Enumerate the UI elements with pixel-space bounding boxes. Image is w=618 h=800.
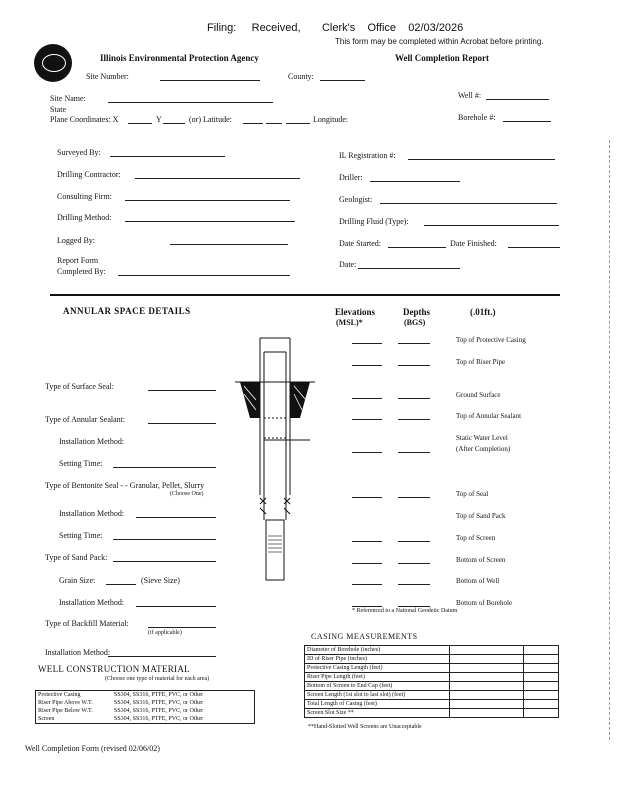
completed-by-field[interactable] <box>118 265 290 276</box>
label-bottom-screen: Bottom of Screen <box>456 556 506 564</box>
depth-field-4[interactable] <box>398 409 430 420</box>
latitude-field-2[interactable] <box>266 113 282 124</box>
label-top-seal: Top of Seal <box>456 490 489 498</box>
install-method-label-1: Installation Method: <box>59 437 125 446</box>
borehole-number-field[interactable] <box>503 111 551 122</box>
borehole-number-label: Borehole #: <box>458 113 496 122</box>
casing-row-label: Screen Slot Size ** <box>305 709 450 718</box>
casing-row-value[interactable] <box>450 709 524 718</box>
geologist-label: Geologist: <box>339 195 373 204</box>
depths-header: Depths <box>403 307 431 317</box>
elev-field-10[interactable] <box>352 596 382 607</box>
casing-row-label: Bottom of Screen to End Cap (feet) <box>305 682 450 691</box>
bentonite-seal-label: Type of Bentonite Seal - - Granular, Pellet, Slurry <box>45 481 205 490</box>
material-row-options[interactable]: SS304, SS316, PTFE, PVC, or Other <box>114 716 204 722</box>
acrobat-notice: This form may be completed within Acrobat before printing. <box>335 37 544 46</box>
site-name-field[interactable] <box>108 92 273 103</box>
depth-field-9[interactable] <box>398 574 430 585</box>
elev-field-5[interactable] <box>352 442 382 453</box>
casing-row-label: Riser Pipe Length (feet) <box>305 673 450 682</box>
depth-field-7[interactable] <box>398 531 430 542</box>
plane-coordinates-label: Plane Coordinates: X <box>50 115 119 124</box>
material-row-label: Protective Casing <box>38 692 81 698</box>
grain-size-label: Grain Size: <box>59 576 96 585</box>
date-finished-label: Date Finished: <box>450 239 497 248</box>
county-field[interactable] <box>320 70 365 81</box>
surface-seal-hatch <box>240 382 310 418</box>
site-number-field[interactable] <box>160 70 260 81</box>
longitude-label: Longitude: <box>313 115 349 124</box>
casing-row-label: Protective Casing Length (feet) <box>305 664 450 673</box>
state-label: State <box>50 105 66 114</box>
date-label: Date: <box>339 260 357 269</box>
il-registration-label: IL Registration #: <box>339 151 396 160</box>
report-form-label: Report Form <box>57 256 99 265</box>
material-row-label: Screen <box>38 716 55 722</box>
setting-time-label-1: Setting Time: <box>59 459 103 468</box>
latitude-field-1[interactable] <box>243 113 263 124</box>
site-name-label: Site Name: <box>50 94 86 103</box>
elev-field-2[interactable] <box>352 355 382 366</box>
plane-y-label: Y <box>156 115 162 124</box>
driller-field[interactable] <box>370 171 460 182</box>
install-method-field-3[interactable] <box>136 596 216 607</box>
agency-seal-logo <box>34 44 72 82</box>
elevations-header: Elevations <box>335 307 376 317</box>
drilling-fluid-field[interactable] <box>424 215 559 226</box>
drilling-method-label: Drilling Method: <box>57 213 112 222</box>
annular-sealant-label: Type of Annular Sealant: <box>45 415 126 424</box>
date-finished-field[interactable] <box>508 237 560 248</box>
annular-sealant-field[interactable] <box>148 413 216 424</box>
depth-field-3[interactable] <box>398 388 430 399</box>
label-top-screen: Top of Screen <box>456 534 496 542</box>
backfill-label: Type of Backfill Material: <box>45 619 129 628</box>
if-applicable-note: (if applicable) <box>148 630 182 636</box>
label-static-water-level: Static Water Level <box>456 434 508 442</box>
casing-row-label: ID of Riser Pipe (inches) <box>305 655 450 664</box>
material-row-label: Riser Pipe Below W.T. <box>38 708 93 714</box>
surface-seal-field[interactable] <box>148 380 216 391</box>
geodetic-footnote: * Referenced to a National Geodetic Datum <box>352 608 458 614</box>
surveyed-by-field[interactable] <box>110 146 225 157</box>
driller-label: Driller: <box>339 173 363 182</box>
county-label: County: <box>288 72 314 81</box>
casing-title: CASING MEASUREMENTS <box>311 632 418 641</box>
surveyed-by-label: Surveyed By: <box>57 148 101 157</box>
elev-field-8[interactable] <box>352 553 382 564</box>
completed-by-label: Completed By: <box>57 267 106 276</box>
consulting-firm-label: Consulting Firm: <box>57 192 112 201</box>
elev-field-4[interactable] <box>352 409 382 420</box>
site-number-label: Site Number: <box>86 72 129 81</box>
casing-row-value[interactable] <box>450 700 524 709</box>
date-started-label: Date Started: <box>339 239 381 248</box>
label-top-protective-casing: Top of Protective Casing <box>456 336 526 344</box>
casing-table <box>304 645 559 718</box>
bgs-header: (BGS) <box>404 318 426 327</box>
hand-slotted-note: **Hand-Slotted Well Screens are Unacceptable <box>308 724 422 730</box>
agency-title: Illinois Environmental Protection Agency <box>100 53 259 63</box>
elev-field-7[interactable] <box>352 531 382 542</box>
casing-row-value[interactable] <box>450 691 524 700</box>
elev-field-1[interactable] <box>352 333 382 344</box>
footer-revision: Well Completion Form (revised 02/06/02) <box>25 744 160 753</box>
setting-time-field-1[interactable] <box>113 457 216 468</box>
il-registration-field[interactable] <box>408 149 555 160</box>
logged-by-label: Logged By: <box>57 236 95 245</box>
date-field[interactable] <box>358 258 460 269</box>
choose-one-note: (Choose One) <box>170 491 204 497</box>
drilling-fluid-label: Drilling Fluid (Type): <box>339 217 409 226</box>
casing-row-value[interactable] <box>450 646 524 655</box>
elev-field-9[interactable] <box>352 574 382 585</box>
material-title: WELL CONSTRUCTION MATERIAL <box>38 664 190 674</box>
material-row-options[interactable]: SS304, SS316, PTFE, PVC, or Other <box>114 708 204 714</box>
material-row-options[interactable]: SS304, SS316, PTFE, PVC, or Other <box>114 700 204 706</box>
logged-by-field[interactable] <box>170 234 288 245</box>
geologist-field[interactable] <box>380 193 557 204</box>
depth-field-1[interactable] <box>398 333 430 344</box>
casing-row-value[interactable] <box>450 664 524 673</box>
consulting-firm-field[interactable] <box>125 190 290 201</box>
drilling-contractor-field[interactable] <box>135 168 300 179</box>
depth-field-6[interactable] <box>398 487 430 498</box>
well-diagram <box>230 330 320 620</box>
filing-stamp: Filing: Received, Clerk's Office 02/03/2026 <box>207 22 464 34</box>
backfill-field[interactable] <box>148 617 216 628</box>
casing-row-label: Total Length of Casing (feet) <box>305 700 450 709</box>
surface-seal-label: Type of Surface Seal: <box>45 382 114 391</box>
install-method-field-2[interactable] <box>136 507 216 518</box>
latitude-label: (or) Latitude: <box>189 115 232 124</box>
sand-pack-field[interactable] <box>113 551 216 562</box>
section-divider <box>50 294 560 296</box>
date-started-field[interactable] <box>388 237 446 248</box>
label-top-annular-sealant: Top of Annular Sealant <box>456 412 522 420</box>
install-method-label-2: Installation Method: <box>59 509 125 518</box>
depth-field-2[interactable] <box>398 355 430 366</box>
casing-row-label: Diameter of Borehole (inches) <box>305 646 450 655</box>
latitude-field-3[interactable] <box>286 113 310 124</box>
casing-row-value[interactable] <box>450 682 524 691</box>
label-bottom-well: Bottom of Well <box>456 577 500 585</box>
depth-field-10[interactable] <box>398 596 430 607</box>
material-row-label: Riser Pipe Above W.T. <box>38 700 93 706</box>
plane-x-field[interactable] <box>128 113 152 124</box>
screen-slots <box>268 536 282 552</box>
material-table <box>35 690 255 724</box>
precision-header: (.01ft.) <box>470 307 496 317</box>
grain-size-field[interactable] <box>106 574 136 585</box>
install-method-label-3: Installation Method: <box>59 598 125 607</box>
label-top-riser-pipe: Top of Riser Pipe <box>456 358 506 366</box>
margin-guide <box>609 140 610 740</box>
annular-title: ANNULAR SPACE DETAILS <box>63 306 191 316</box>
depth-field-5[interactable] <box>398 442 430 453</box>
elev-field-3[interactable] <box>352 388 382 399</box>
report-title: Well Completion Report <box>395 53 489 63</box>
casing-row-label: Screen Length (1st slot to last slot) (feet) <box>305 691 450 700</box>
install-method-field-4[interactable] <box>108 646 216 657</box>
material-subtitle: (Choose one type of material for each area) <box>105 676 210 682</box>
depth-field-8[interactable] <box>398 553 430 564</box>
casing-row-value[interactable] <box>450 673 524 682</box>
drilling-contractor-label: Drilling Contractor: <box>57 170 121 179</box>
setting-time-label-2: Setting Time: <box>59 531 103 540</box>
label-top-sand-pack: Top of Sand Pack <box>456 512 506 520</box>
sieve-size-label: (Sieve Size) <box>141 576 180 585</box>
install-method-label-4: Installation Method: <box>45 648 111 657</box>
elev-field-6[interactable] <box>352 487 382 498</box>
drilling-method-field[interactable] <box>125 211 295 222</box>
well-number-field[interactable] <box>486 89 549 100</box>
casing-row-value[interactable] <box>450 655 524 664</box>
material-row-options[interactable]: SS304, SS316, PTFE, PVC, or Other <box>114 692 204 698</box>
label-bottom-borehole: Bottom of Borehole <box>456 599 512 607</box>
sand-pack-label: Type of Sand Pack: <box>45 553 108 562</box>
msl-header: (MSL)* <box>336 318 363 327</box>
well-number-label: Well #: <box>458 91 482 100</box>
label-ground-surface: Ground Surface <box>456 391 501 399</box>
setting-time-field-2[interactable] <box>113 529 216 540</box>
plane-y-field[interactable] <box>163 113 185 124</box>
label-after-completion: (After Completion) <box>456 445 511 453</box>
